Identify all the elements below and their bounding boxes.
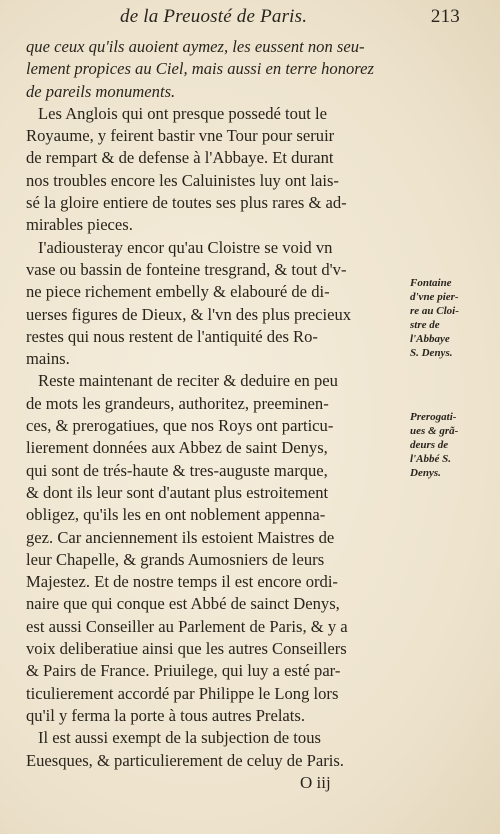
margin-note-line: l'Abbé S. [410,453,451,465]
margin-note-line: Prerogati- [410,411,457,423]
margin-note-line: S. Denys. [410,347,453,359]
text-line: mirables pieces. [26,215,133,235]
text-line: Les Anglois qui ont presque possedé tout le [38,103,327,123]
text-line: ne piece richement embelly & elabouré de di- [26,282,330,302]
text-line: sé la gloire entiere de toutes ses plus rares & ad- [26,193,347,213]
text-line: I'adiousteray encor qu'au Cloistre se void vn [38,237,333,257]
text-line: de rempart & de defense à l'Abbaye. Et durant [26,148,334,168]
text-line: & Pairs de France. Priuilege, qui luy a esté par- [26,661,341,681]
page-number: 213 [430,6,460,27]
margin-note-line: deurs de [410,439,449,451]
margin-note-line: d'vne pier- [410,291,459,303]
text-line: Majestez. Et de nostre temps il est encore ordi- [26,572,338,592]
text-line: restes qui nous restent de l'antiquité des Ro- [26,326,318,346]
margin-note-line: stre de [410,319,440,331]
margin-note-line: l'Abbaye [410,333,450,345]
text-line: mains. [26,349,70,369]
margin-note-line: ues & grã- [410,425,459,437]
text-line: nos troubles encore les Caluinistes luy ont lais- [26,170,339,190]
text-line: leur Chapelle, & grands Aumosniers de leurs [26,549,325,569]
body-text [26,36,411,772]
text-line: Reste maintenant de reciter & deduire en peu [38,371,338,391]
text-line: ces, & prerogatiues, que nos Roys ont particu- [26,416,334,436]
text-line: Il est aussi exempt de la subjection de tous [38,728,321,748]
margin-note-line: re au Cloi- [410,305,459,317]
text-line: Euesques, & particulierement de celuy de Paris. [26,750,344,770]
text-line: gez. Car anciennement ils estoient Maistres de [26,527,335,547]
page-header [120,6,460,28]
margin-note-prerogatives [410,410,496,480]
text-line: obligez, qu'ils les en ont noblement appenna- [26,505,326,525]
text-line: uerses figures de Dieux, & l'vn des plus precieux [26,304,352,324]
signature-mark: O iij [300,773,331,792]
margin-note-fountain [410,276,496,360]
text-line: qui sont de trés-haute & tres-auguste marque, [26,460,328,480]
text-line: ticulierement accordé par Philippe le Long lors [26,683,339,703]
text-line: naire que qui conque est Abbé de sainct Denys, [26,594,340,614]
text-line: qu'il y ferma la porte à tous autres Prelats. [26,705,306,725]
text-line: lement propices au Ciel, mais aussi en terre honorez [26,59,374,79]
running-title: de la Preuosté de Paris. [120,6,308,27]
text-line: de mots les grandeurs, authoritez, preeminen- [26,393,329,413]
text-line: voix deliberatiue ainsi que les autres Conseillers [26,639,347,659]
text-line: Royaume, y feirent bastir vne Tour pour seruir [26,126,335,146]
text-line: de pareils monuments. [26,81,176,101]
text-line: lierement données aux Abbez de saint Denys, [26,438,328,458]
margin-note-line: Denys. [410,467,441,479]
text-line: vase ou bassin de fonteine tresgrand, & tout d'v- [26,259,347,279]
margin-note-line: Fontaine [410,277,452,289]
text-line: & dont ils leur sont d'autant plus estroitement [26,482,329,502]
text-line: que ceux qu'ils auoient aymez, les eussent non seu- [26,37,365,56]
text-line: est aussi Conseiller au Parlement de Paris, & y a [26,616,348,636]
